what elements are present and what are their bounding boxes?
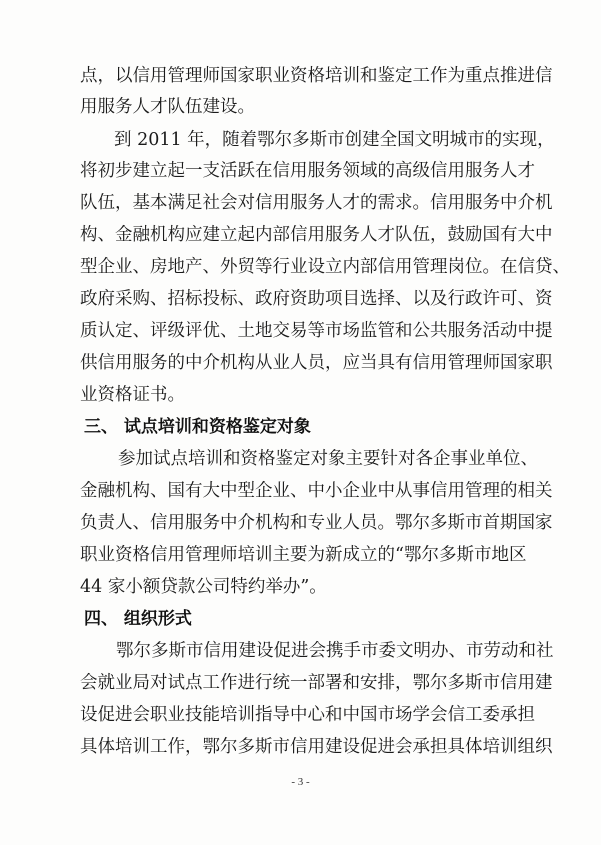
- body-text-line: 政府采购、招标投标、政府资助项目选择、以及行政许可、资: [80, 289, 553, 309]
- body-text-line: 具体培训工作，鄂尔多斯市信用建设促进会承担具体培训组织: [80, 737, 553, 757]
- body-text-line: 队伍，基本满足社会对信用服务人才的需求。信用服务中介机: [80, 193, 553, 213]
- section-heading-3: 三、 试点培训和资格鉴定对象: [84, 417, 311, 437]
- body-text-line: 业资格证书。: [80, 385, 185, 405]
- body-text-line: 设促进会职业技能培训指导中心和中国市场学会信工委承担: [80, 705, 535, 725]
- body-text-line: 参加试点培训和资格鉴定对象主要针对各企事业单位、: [118, 449, 538, 469]
- body-text-line: 职业资格信用管理师培训主要为新成立的“鄂尔多斯市地区: [80, 545, 527, 565]
- body-text-line: 金融机构、国有大中型企业、中小企业中从事信用管理的相关: [80, 481, 553, 501]
- body-text-line: 供信用服务的中介机构从业人员，应当具有信用管理师国家职: [80, 353, 553, 373]
- body-text-line: 负责人、信用服务中介机构和专业人员。鄂尔多斯市首期国家: [80, 513, 553, 533]
- body-text-line: 鄂尔多斯市信用建设促进会携手市委文明办、市劳动和社: [116, 641, 554, 661]
- body-text-line: 到 2011 年，随着鄂尔多斯市创建全国文明城市的实现，: [114, 130, 555, 150]
- body-text-line: 质认定、评级评优、土地交易等市场监管和公共服务活动中提: [80, 321, 553, 341]
- body-text-line: 用服务人才队伍建设。: [80, 97, 255, 117]
- body-text-line: 型企业、房地产、外贸等行业设立内部信用管理岗位。在信贷、: [80, 257, 570, 277]
- body-text-line: 会就业局对试点工作进行统一部署和安排，鄂尔多斯市信用建: [80, 673, 553, 693]
- body-text-line: 构、金融机构应建立起内部信用服务人才队伍，鼓励国有大中: [80, 225, 553, 245]
- body-text-line: 将初步建立起一支活跃在信用服务领域的高级信用服务人才: [80, 161, 535, 181]
- page-number: - 3 -: [291, 776, 310, 788]
- body-text-line: 44 家小额贷款公司特约举办”。: [80, 577, 327, 597]
- body-text-line: 点，以信用管理师国家职业资格培训和鉴定工作为重点推进信: [80, 66, 553, 86]
- section-heading-4: 四、 组织形式: [84, 609, 192, 629]
